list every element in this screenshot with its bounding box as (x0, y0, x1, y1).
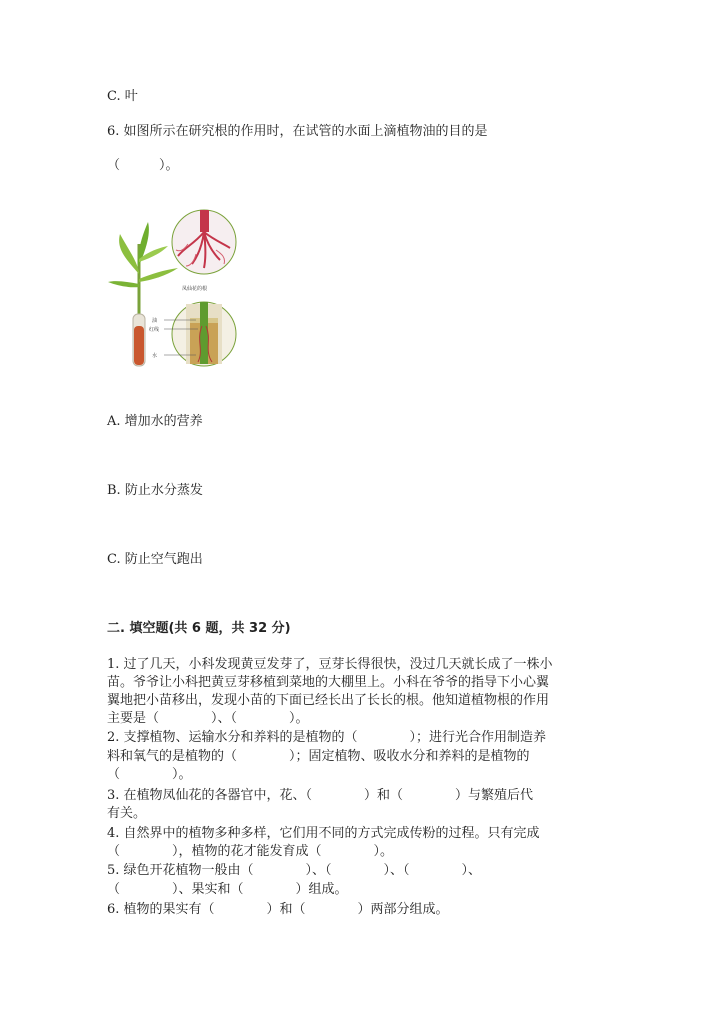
fill-line: 4. 自然界中的植物多种多样，它们用不同的方式完成传粉的过程。只有完成 (107, 826, 540, 841)
q6-option-a: A. 增加水的营养 (107, 414, 203, 429)
fill-line: 5. 绿色开花植物一般由（ ）、（ ）、（ ）、 (107, 863, 482, 878)
fill-line: 6. 植物的果实有（ ）和（ ）两部分组成。 (107, 902, 449, 917)
fill-line: 3. 在植物凤仙花的各器官中，花、（ ）和（ ）与繁殖后代 (107, 788, 534, 803)
water-label: 水 (152, 353, 158, 359)
q6-option-c: C. 防止空气跑出 (107, 552, 203, 567)
fill-line: 有关。 (107, 806, 147, 821)
fill-line: 1. 过了几天，小科发现黄豆发芽了，豆芽长得很快，没过几天就长成了一株小 (107, 657, 553, 672)
fill-line: 料和氧气的是植物的（ ）；固定植物、吸收水分和养料的是植物的 (107, 749, 530, 764)
q6-stem-line1: 6. 如图所示在研究根的作用时，在试管的水面上滴植物油的目的是 (107, 124, 488, 139)
fill-line: 翼地把小苗移出，发现小苗的下面已经长出了长长的根。他知道植物根的作用 (107, 693, 550, 708)
fill-line: 苗。爷爷让小科把黄豆芽移植到菜地的大棚里上。小科在爷爷的指导下小心翼 (107, 675, 550, 690)
q5-option-c: C. 叶 (107, 89, 138, 104)
fill-line: （ ）。 (107, 767, 192, 782)
fill-line: （ ）、果实和（ ）组成。 (107, 882, 348, 897)
plant-illustration (108, 222, 178, 366)
root-caption: 凤仙花的根 (182, 286, 208, 292)
redline-label: 红线 (149, 327, 160, 333)
fill-line: 2. 支撑植物、运输水分和养料的是植物的（ ）；进行光合作用制造养 (107, 730, 547, 745)
fill-line: （ ），植物的花才能发育成（ ）。 (107, 844, 394, 859)
q6-stem-line2: （ ）。 (107, 158, 179, 173)
section-title: 二. 填空题(共 6 题，共 32 分) (107, 621, 291, 636)
root-experiment-figure (106, 204, 246, 374)
q6-option-b: B. 防止水分蒸发 (107, 483, 203, 498)
root-closeup (172, 210, 236, 292)
fill-line: 主要是（ ）、（ ）。 (107, 711, 309, 726)
oil-label: 油 (152, 318, 158, 324)
tube-closeup (149, 302, 236, 366)
